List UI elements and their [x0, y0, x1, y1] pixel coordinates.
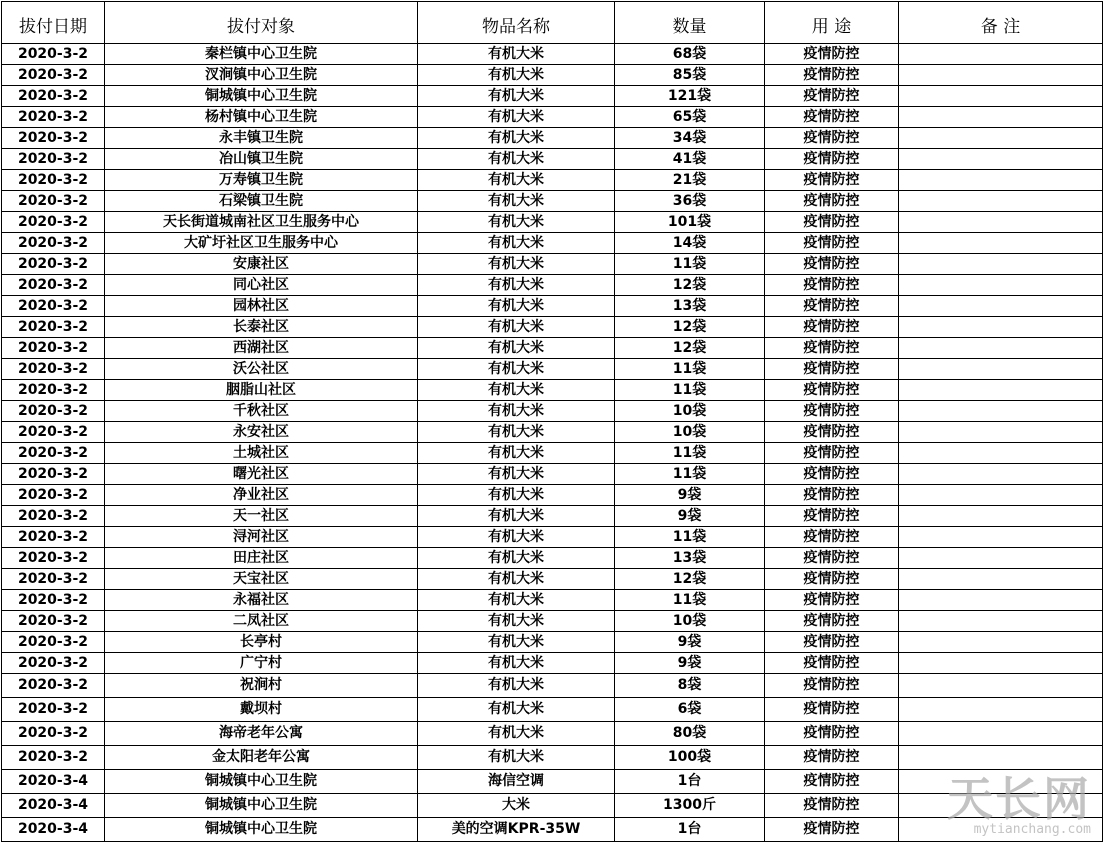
table-row — [2, 380, 1103, 401]
watermark-url: mytianchang.com — [973, 822, 1091, 837]
cell-recipient: 冶山镇卫生院 — [105, 149, 418, 170]
cell-date: 2020-3-2 — [2, 149, 105, 170]
table-row — [2, 464, 1103, 485]
cell-recipient: 浔河社区 — [105, 527, 418, 548]
cell-quantity: 11袋 — [615, 443, 765, 464]
cell-note — [899, 149, 1103, 170]
cell-quantity: 13袋 — [615, 296, 765, 317]
cell-purpose: 疫情防控 — [765, 794, 899, 818]
cell-date: 2020-3-2 — [2, 401, 105, 422]
table-row — [2, 401, 1103, 422]
cell-purpose: 疫情防控 — [765, 149, 899, 170]
cell-item: 有机大米 — [418, 380, 615, 401]
cell-recipient: 金太阳老年公寓 — [105, 746, 418, 770]
cell-purpose: 疫情防控 — [765, 569, 899, 590]
cell-purpose: 疫情防控 — [765, 233, 899, 254]
cell-note — [899, 275, 1103, 296]
cell-item: 有机大米 — [418, 86, 615, 107]
cell-item: 有机大米 — [418, 233, 615, 254]
cell-recipient: 天一社区 — [105, 506, 418, 527]
header-quantity: 数量 — [615, 2, 765, 44]
cell-recipient: 秦栏镇中心卫生院 — [105, 44, 418, 65]
cell-quantity: 11袋 — [615, 254, 765, 275]
cell-quantity: 12袋 — [615, 275, 765, 296]
cell-quantity: 101袋 — [615, 212, 765, 233]
cell-purpose: 疫情防控 — [765, 722, 899, 746]
table-row — [2, 317, 1103, 338]
cell-item: 有机大米 — [418, 464, 615, 485]
cell-note — [899, 338, 1103, 359]
cell-date: 2020-3-4 — [2, 818, 105, 842]
table-row — [2, 548, 1103, 569]
cell-recipient: 曙光社区 — [105, 464, 418, 485]
header-item: 物品名称 — [418, 2, 615, 44]
cell-date: 2020-3-2 — [2, 275, 105, 296]
header-note: 备 注 — [899, 2, 1103, 44]
cell-date: 2020-3-2 — [2, 569, 105, 590]
cell-date: 2020-3-2 — [2, 548, 105, 569]
cell-date: 2020-3-2 — [2, 107, 105, 128]
table-row — [2, 794, 1103, 818]
cell-purpose: 疫情防控 — [765, 338, 899, 359]
cell-note — [899, 818, 1103, 842]
cell-recipient: 万寿镇卫生院 — [105, 170, 418, 191]
cell-recipient: 长亭村 — [105, 632, 418, 653]
cell-quantity: 121袋 — [615, 86, 765, 107]
table-row — [2, 128, 1103, 149]
cell-purpose: 疫情防控 — [765, 464, 899, 485]
cell-recipient: 铜城镇中心卫生院 — [105, 770, 418, 794]
cell-date: 2020-3-2 — [2, 632, 105, 653]
cell-recipient: 大矿圩社区卫生服务中心 — [105, 233, 418, 254]
table-row — [2, 527, 1103, 548]
cell-item: 有机大米 — [418, 485, 615, 506]
cell-quantity: 10袋 — [615, 611, 765, 632]
cell-purpose: 疫情防控 — [765, 746, 899, 770]
cell-quantity: 11袋 — [615, 464, 765, 485]
cell-purpose: 疫情防控 — [765, 527, 899, 548]
cell-recipient: 永福社区 — [105, 590, 418, 611]
cell-purpose: 疫情防控 — [765, 632, 899, 653]
table-row — [2, 233, 1103, 254]
cell-note — [899, 359, 1103, 380]
cell-date: 2020-3-2 — [2, 746, 105, 770]
cell-quantity: 12袋 — [615, 338, 765, 359]
cell-recipient: 永丰镇卫生院 — [105, 128, 418, 149]
table-row — [2, 569, 1103, 590]
cell-quantity: 14袋 — [615, 233, 765, 254]
cell-recipient: 汊涧镇中心卫生院 — [105, 65, 418, 86]
cell-recipient: 千秋社区 — [105, 401, 418, 422]
cell-quantity: 12袋 — [615, 569, 765, 590]
cell-date: 2020-3-2 — [2, 338, 105, 359]
cell-quantity: 10袋 — [615, 401, 765, 422]
cell-note — [899, 590, 1103, 611]
table-row — [2, 212, 1103, 233]
table-row — [2, 107, 1103, 128]
cell-date: 2020-3-2 — [2, 128, 105, 149]
cell-item: 有机大米 — [418, 317, 615, 338]
table-row — [2, 275, 1103, 296]
cell-note — [899, 380, 1103, 401]
cell-date: 2020-3-2 — [2, 317, 105, 338]
cell-quantity: 10袋 — [615, 422, 765, 443]
cell-note — [899, 653, 1103, 674]
cell-purpose: 疫情防控 — [765, 611, 899, 632]
table-row — [2, 698, 1103, 722]
table-row — [2, 296, 1103, 317]
cell-purpose: 疫情防控 — [765, 653, 899, 674]
cell-note — [899, 548, 1103, 569]
table-row — [2, 359, 1103, 380]
cell-note — [899, 254, 1103, 275]
cell-quantity: 100袋 — [615, 746, 765, 770]
cell-item: 有机大米 — [418, 254, 615, 275]
table-row — [2, 590, 1103, 611]
cell-date: 2020-3-2 — [2, 44, 105, 65]
cell-item: 海信空调 — [418, 770, 615, 794]
table-row — [2, 65, 1103, 86]
cell-recipient: 铜城镇中心卫生院 — [105, 794, 418, 818]
cell-purpose: 疫情防控 — [765, 317, 899, 338]
cell-date: 2020-3-2 — [2, 443, 105, 464]
cell-note — [899, 722, 1103, 746]
cell-recipient: 天宝社区 — [105, 569, 418, 590]
cell-recipient: 田庄社区 — [105, 548, 418, 569]
table-row — [2, 485, 1103, 506]
cell-item: 有机大米 — [418, 338, 615, 359]
cell-note — [899, 527, 1103, 548]
cell-note — [899, 569, 1103, 590]
cell-recipient: 海帝老年公寓 — [105, 722, 418, 746]
cell-recipient: 胭脂山社区 — [105, 380, 418, 401]
cell-quantity: 36袋 — [615, 191, 765, 212]
cell-recipient: 长泰社区 — [105, 317, 418, 338]
cell-purpose: 疫情防控 — [765, 359, 899, 380]
cell-note — [899, 191, 1103, 212]
cell-item: 有机大米 — [418, 674, 615, 698]
cell-item: 有机大米 — [418, 653, 615, 674]
cell-item: 有机大米 — [418, 401, 615, 422]
cell-item: 美的空调KPR-35W — [418, 818, 615, 842]
cell-quantity: 8袋 — [615, 674, 765, 698]
cell-purpose: 疫情防控 — [765, 191, 899, 212]
cell-note — [899, 632, 1103, 653]
cell-purpose: 疫情防控 — [765, 380, 899, 401]
header-recipient: 拔付对象 — [105, 2, 418, 44]
cell-date: 2020-3-2 — [2, 485, 105, 506]
table-row — [2, 674, 1103, 698]
cell-recipient: 戴坝村 — [105, 698, 418, 722]
cell-item: 有机大米 — [418, 149, 615, 170]
cell-note — [899, 746, 1103, 770]
cell-recipient: 铜城镇中心卫生院 — [105, 818, 418, 842]
cell-date: 2020-3-2 — [2, 359, 105, 380]
cell-purpose: 疫情防控 — [765, 770, 899, 794]
cell-note — [899, 464, 1103, 485]
cell-note — [899, 212, 1103, 233]
cell-date: 2020-3-2 — [2, 233, 105, 254]
cell-purpose: 疫情防控 — [765, 506, 899, 527]
table-row — [2, 722, 1103, 746]
cell-date: 2020-3-2 — [2, 254, 105, 275]
cell-quantity: 6袋 — [615, 698, 765, 722]
table-row — [2, 254, 1103, 275]
table-row — [2, 149, 1103, 170]
cell-quantity: 34袋 — [615, 128, 765, 149]
cell-item: 有机大米 — [418, 698, 615, 722]
cell-note — [899, 401, 1103, 422]
cell-item: 有机大米 — [418, 611, 615, 632]
cell-item: 有机大米 — [418, 44, 615, 65]
cell-purpose: 疫情防控 — [765, 401, 899, 422]
cell-note — [899, 65, 1103, 86]
cell-item: 有机大米 — [418, 170, 615, 191]
cell-note — [899, 86, 1103, 107]
cell-recipient: 祝涧村 — [105, 674, 418, 698]
cell-item: 有机大米 — [418, 548, 615, 569]
cell-date: 2020-3-2 — [2, 191, 105, 212]
cell-item: 有机大米 — [418, 590, 615, 611]
cell-purpose: 疫情防控 — [765, 548, 899, 569]
table-row — [2, 653, 1103, 674]
header-purpose: 用 途 — [765, 2, 899, 44]
cell-quantity: 1台 — [615, 770, 765, 794]
cell-purpose: 疫情防控 — [765, 590, 899, 611]
cell-purpose: 疫情防控 — [765, 422, 899, 443]
cell-note — [899, 128, 1103, 149]
cell-note — [899, 422, 1103, 443]
cell-recipient: 西湖社区 — [105, 338, 418, 359]
cell-date: 2020-3-2 — [2, 722, 105, 746]
cell-recipient: 石梁镇卫生院 — [105, 191, 418, 212]
cell-item: 有机大米 — [418, 443, 615, 464]
cell-date: 2020-3-2 — [2, 653, 105, 674]
cell-item: 有机大米 — [418, 569, 615, 590]
cell-purpose: 疫情防控 — [765, 107, 899, 128]
cell-note — [899, 443, 1103, 464]
cell-quantity: 13袋 — [615, 548, 765, 569]
cell-recipient: 园林社区 — [105, 296, 418, 317]
cell-purpose: 疫情防控 — [765, 86, 899, 107]
cell-purpose: 疫情防控 — [765, 485, 899, 506]
cell-recipient: 同心社区 — [105, 275, 418, 296]
cell-quantity: 11袋 — [615, 380, 765, 401]
cell-item: 有机大米 — [418, 275, 615, 296]
cell-purpose: 疫情防控 — [765, 254, 899, 275]
cell-purpose: 疫情防控 — [765, 212, 899, 233]
cell-purpose: 疫情防控 — [765, 170, 899, 191]
cell-purpose: 疫情防控 — [765, 65, 899, 86]
cell-purpose: 疫情防控 — [765, 818, 899, 842]
cell-item: 有机大米 — [418, 722, 615, 746]
table-row — [2, 770, 1103, 794]
cell-item: 大米 — [418, 794, 615, 818]
cell-date: 2020-3-2 — [2, 527, 105, 548]
cell-quantity: 21袋 — [615, 170, 765, 191]
cell-purpose: 疫情防控 — [765, 674, 899, 698]
cell-note — [899, 170, 1103, 191]
cell-date: 2020-3-4 — [2, 770, 105, 794]
cell-recipient: 铜城镇中心卫生院 — [105, 86, 418, 107]
table-row — [2, 746, 1103, 770]
cell-quantity: 9袋 — [615, 653, 765, 674]
table-row — [2, 506, 1103, 527]
header-date: 拔付日期 — [2, 2, 105, 44]
table-row — [2, 818, 1103, 842]
cell-item: 有机大米 — [418, 191, 615, 212]
cell-note — [899, 317, 1103, 338]
cell-recipient: 沃公社区 — [105, 359, 418, 380]
table-row — [2, 338, 1103, 359]
cell-note — [899, 44, 1103, 65]
cell-date: 2020-3-4 — [2, 794, 105, 818]
cell-note — [899, 107, 1103, 128]
allocation-table — [1, 1, 1103, 842]
cell-quantity: 1300斤 — [615, 794, 765, 818]
cell-quantity: 65袋 — [615, 107, 765, 128]
cell-item: 有机大米 — [418, 506, 615, 527]
cell-quantity: 9袋 — [615, 506, 765, 527]
cell-recipient: 二凤社区 — [105, 611, 418, 632]
cell-note — [899, 611, 1103, 632]
cell-item: 有机大米 — [418, 296, 615, 317]
cell-quantity: 68袋 — [615, 44, 765, 65]
cell-item: 有机大米 — [418, 527, 615, 548]
cell-recipient: 永安社区 — [105, 422, 418, 443]
cell-date: 2020-3-2 — [2, 65, 105, 86]
cell-item: 有机大米 — [418, 422, 615, 443]
cell-quantity: 11袋 — [615, 359, 765, 380]
cell-note — [899, 506, 1103, 527]
cell-date: 2020-3-2 — [2, 86, 105, 107]
cell-recipient: 杨村镇中心卫生院 — [105, 107, 418, 128]
cell-item: 有机大米 — [418, 65, 615, 86]
watermark-logo: 天长网 — [947, 772, 1091, 826]
cell-quantity: 41袋 — [615, 149, 765, 170]
cell-date: 2020-3-2 — [2, 170, 105, 191]
cell-note — [899, 794, 1103, 818]
cell-purpose: 疫情防控 — [765, 698, 899, 722]
cell-date: 2020-3-2 — [2, 698, 105, 722]
cell-date: 2020-3-2 — [2, 590, 105, 611]
table-row — [2, 611, 1103, 632]
table-body — [2, 44, 1103, 842]
cell-quantity: 1台 — [615, 818, 765, 842]
cell-date: 2020-3-2 — [2, 380, 105, 401]
cell-date: 2020-3-2 — [2, 296, 105, 317]
cell-date: 2020-3-2 — [2, 611, 105, 632]
cell-recipient: 净业社区 — [105, 485, 418, 506]
cell-date: 2020-3-2 — [2, 506, 105, 527]
table-row — [2, 191, 1103, 212]
cell-quantity: 11袋 — [615, 527, 765, 548]
cell-item: 有机大米 — [418, 128, 615, 149]
cell-quantity: 9袋 — [615, 632, 765, 653]
cell-date: 2020-3-2 — [2, 674, 105, 698]
cell-item: 有机大米 — [418, 746, 615, 770]
table-row — [2, 632, 1103, 653]
cell-note — [899, 674, 1103, 698]
cell-item: 有机大米 — [418, 107, 615, 128]
cell-date: 2020-3-2 — [2, 212, 105, 233]
cell-quantity: 80袋 — [615, 722, 765, 746]
cell-quantity: 11袋 — [615, 590, 765, 611]
cell-note — [899, 296, 1103, 317]
table-row — [2, 170, 1103, 191]
table-row — [2, 44, 1103, 65]
cell-recipient: 广宁村 — [105, 653, 418, 674]
cell-note — [899, 233, 1103, 254]
cell-recipient: 天长街道城南社区卫生服务中心 — [105, 212, 418, 233]
cell-date: 2020-3-2 — [2, 422, 105, 443]
cell-date: 2020-3-2 — [2, 464, 105, 485]
cell-quantity: 12袋 — [615, 317, 765, 338]
cell-note — [899, 698, 1103, 722]
cell-purpose: 疫情防控 — [765, 296, 899, 317]
cell-note — [899, 770, 1103, 794]
cell-item: 有机大米 — [418, 359, 615, 380]
cell-item: 有机大米 — [418, 212, 615, 233]
cell-quantity: 9袋 — [615, 485, 765, 506]
cell-purpose: 疫情防控 — [765, 443, 899, 464]
table-header-row — [2, 2, 1103, 44]
cell-purpose: 疫情防控 — [765, 44, 899, 65]
cell-recipient: 安康社区 — [105, 254, 418, 275]
cell-purpose: 疫情防控 — [765, 128, 899, 149]
cell-quantity: 85袋 — [615, 65, 765, 86]
table-row — [2, 422, 1103, 443]
cell-note — [899, 485, 1103, 506]
table-row — [2, 443, 1103, 464]
cell-item: 有机大米 — [418, 632, 615, 653]
cell-purpose: 疫情防控 — [765, 275, 899, 296]
cell-recipient: 土城社区 — [105, 443, 418, 464]
table-row — [2, 86, 1103, 107]
